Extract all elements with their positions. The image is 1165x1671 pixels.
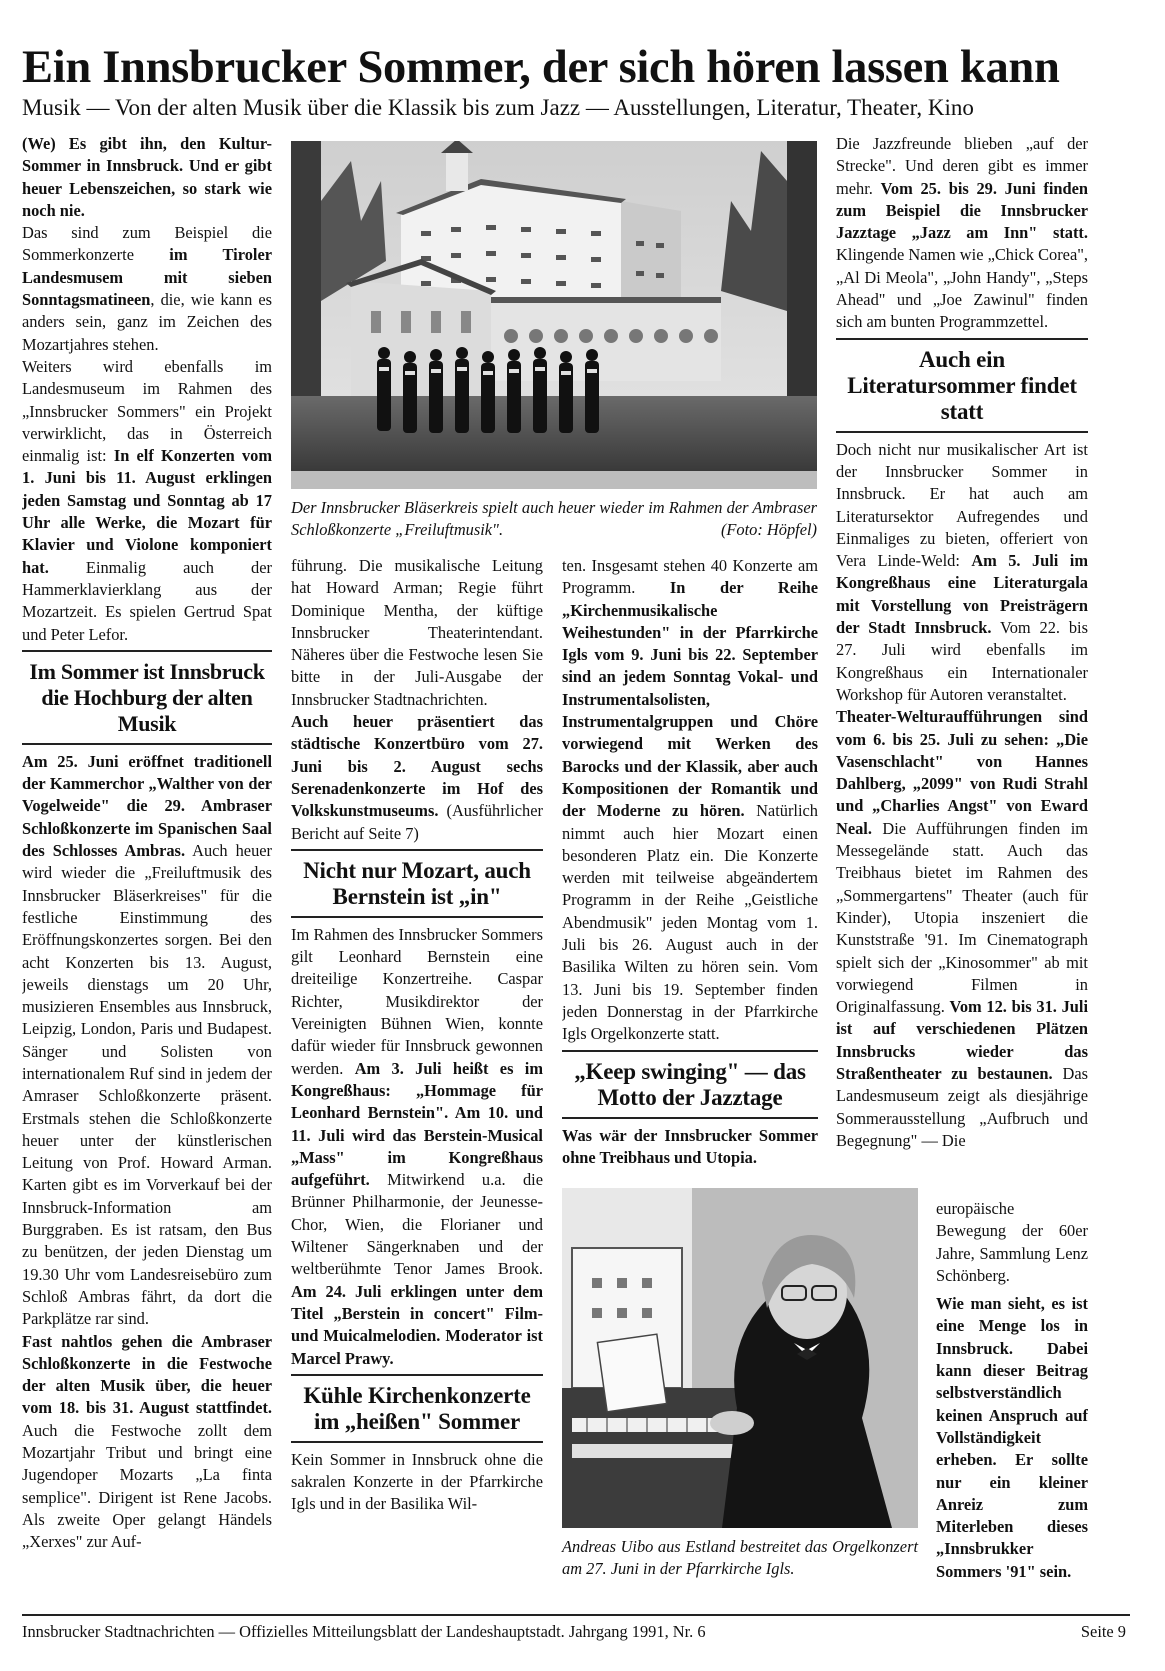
page-footer — [22, 1614, 1130, 1642]
organist-illustration — [562, 1188, 918, 1528]
castle-illustration — [291, 141, 817, 489]
column-4-continued — [936, 1198, 1088, 1598]
photo-credit: (Foto: Höpfel) — [720, 520, 817, 539]
paragraph: europäische Bewegung der 60er Jahre, Sammlung Lenz Schönberg. — [936, 1199, 1088, 1285]
intro-text: (We) Es gibt ihn, den Kultur-Sommer in Innsbruck. Und er gibt heuer Lebenszeichen, so stark wie noch nie. — [22, 134, 272, 220]
paragraph: Am 25. Juni eröffnet traditionell der Kammerchor „Walther von der Vogelweide" die 29. Ambraser Schloßkonzerte im Spanischen Saal des Schlosses Ambras. Auch heuer wird wieder die „Freiluftmusik des Innsbrucker Bläserkreises" für die festliche Einstimmung des Eröffnungskonzertes sorgen. Bei den acht Konzerten bis 13. August, jeweils dienstags um 20 Uhr, musizieren Ensembles aus Innsbruck, Leipzig, London, Paris und Budapest. Sänger und Solisten von internationalem Ruf sind in jedem der Amraser Schloßkonzerte präsent. Erstmals stehen die Schloßkonzerte heuer unter der künstlerischen Leitung von Prof. Howard Arman. Karten gibt es im Vorverkauf bei der Innsbruck-Information am Burggraben. Es ist ratsam, den Bus zu benützen, der jeden Dienstag um 19.30 Uhr vom Landesreisebüro zum Schloß Ambras fährt, da dort die Parkplätze rar sind. — [22, 751, 272, 1329]
photo-organist — [562, 1188, 918, 1528]
section-heading-bernstein: Nicht nur Mozart, auch Bernstein ist „in" — [291, 849, 543, 918]
page-number: Seite 9 — [1080, 1622, 1126, 1641]
column-4 — [836, 133, 1088, 1193]
headline: Ein Innsbrucker Sommer, der sich hören lassen kann — [22, 42, 1060, 93]
paragraph: Die Jazzfreunde blieben „auf der Strecke". Und deren gibt es immer mehr. Vom 25. bis 29. Juni finden zum Beispiel die Innsbrucker Jazztage „Jazz am Inn" statt. Klingende Namen wie „Chick Corea", „Al Di Meola", „John Handy", „Steps Ahead" und „Joe Zawinul" finden sich am bunten Programmzettel. — [836, 134, 1088, 332]
paragraph: Im Rahmen des Innsbrucker Sommers gilt Leonhard Bernstein eine dreiteilige Konzertreihe. Caspar Richter, Musikdirektor der Vereinigten Bühnen Wien, konnte dafür wieder für Innsbruck gewonnen werden. Am 3. Juli heißt es im Kongreßhaus: „Hommage für Leonhard Bernstein". Am 10. und 11. Juli wird das Berstein-Musical „Mass" im Kongreßhaus aufgeführt. Mitwirkend u.a. die Brünner Philharmonie, der Jeunesse-Chor, Wien, die Florianer und Wiltener Sängerknaben und der weltberühmte Tenor James Brook. Am 24. Juli erklingen unter dem Titel „Berstein in concert" Film- und Muicalmelodien. Moderator ist Marcel Prawy. — [291, 924, 543, 1368]
photo-2-caption: Andreas Uibo aus Estland bestreitet das Orgelkonzert am 27. Juni in der Pfarrkirche Igls. — [562, 1537, 918, 1578]
paragraph: Theater-Welturaufführungen sind vom 6. bis 25. Juli zu sehen: „Die Vasenschlacht" von Hannes Dahlberg, „2099" von Rudi Strahl und „Charlies Angst" von Eward Neal. Die Aufführungen finden im Messegelände statt. Auch das Treibhaus bietet im Rahmen des „Sommergartens" Theater (auch für Kinder), Utopia inszeniert die Kunststraße '91. Im Cinematograph spielt sich der „Kinosommer" ab mit vorwiegend Filmen in Originalfassung. Vom 12. bis 31. Juli ist auf verschiedenen Plätzen Innsbrucks wieder das Straßentheater zu bestaunen. Das Landesmuseum zeigt als diesjährige Sommerausstellung „Aufbruch und Begegnung" — Die — [836, 707, 1088, 1150]
section-heading-kirchenkonzerte: Kühle Kirchenkonzerte im „heißen" Sommer — [291, 1374, 543, 1443]
paragraph: ten. Insgesamt stehen 40 Konzerte am Programm. In der Reihe „Kirchenmusikalische Weihestunden" in der Pfarrkirche Igls vom 9. Juni bis 22. September sind an jedem Sonntag Vokal- und Instrumentalsolisten, Instrumentalgruppen und Chöre vorwiegend mit Werken des Barocks und der Klassik, aber auch Kompositionen der Romantik und der Moderne zu hören. Natürlich nimmt auch hier Mozart einen besonderen Platz ein. Die Konzerte werden mit teilweise abgeändertem Programm in der Reihe „Geistliche Abendmusik" jeden Montag vom 1. Juli bis 26. August auch in der Basilika Wilten zu hören sein. Vom 13. Juni bis 19. September finden jeden Donnerstag in der Pfarrkirche Igls Orgelkonzerte statt. — [562, 556, 818, 1044]
paragraph: Weiters wird ebenfalls im Landesmuseum im Rahmen des „Innsbrucker Sommers" ein Projekt verwirklicht, das in Österreich einmalig ist: In elf Konzerten vom 1. Juni bis 11. August erklingen jeden Samstag und Sonntag ab 17 Uhr alle Werke, die Mozart für Klavier und Violone komponiert hat. Einmalig auch der Hammerklavierklang aus der Mozartzeit. Es spielen Gertrud Spat und Peter Lefor. — [22, 356, 272, 644]
paragraph: Wie man sieht, es ist eine Menge los in Innsbruck. Dabei kann dieser Beitrag selbstverständlich keinen Anspruch auf Vollständigkeit erheben. Er sollte nur ein kleiner Anreiz zum Miterleben dieses „Innsbrukker Sommers '91" sein. — [936, 1294, 1088, 1581]
footer-text: Innsbrucker Stadtnachrichten — Offizielles Mitteilungsblatt der Landeshauptstadt. Jahrgang 1991, Nr. 6 — [22, 1622, 706, 1641]
section-heading-jazztage: „Keep swinging" — das Motto der Jazztage — [562, 1050, 818, 1119]
paragraph: Kein Sommer in Innsbruck ohne die sakralen Konzerte in der Pfarrkirche Igls und in der Basilika Wil- — [291, 1449, 543, 1514]
paragraph: führung. Die musikalische Leitung hat Howard Arman; Regie führt Dominique Mentha, der küftige Innsbrucker Theaterintendant. Näheres über die Festwoche lesen Sie bitte in der Juli-Ausgabe der Innsbrucker Stadtnachrichten. — [291, 556, 543, 709]
column-1 — [22, 133, 272, 1593]
section-heading-alte-musik: Im Sommer ist Innsbruck die Hochburg der alten Musik — [22, 650, 272, 745]
paragraph: Fast nahtlos gehen die Ambraser Schloßkonzerte in die Festwoche der alten Musik über, die heuer vom 18. bis 31. August stattfindet. Auch die Festwoche zollt dem Mozartjahr Tribut und bringt eine Jugendoper Mozarts „La finta semplice". Dirigent ist Rene Jacobs. Als zweite Oper gelangt Händels „Xerxes" zur Auf- — [22, 1331, 272, 1552]
paragraph: Auch heuer präsentiert das städtische Konzertbüro vom 27. Juni bis 2. August sechs Serenadenkonzerte im Hof des Volkskunstmuseums. (Ausführlicher Bericht auf Seite 7) — [291, 712, 543, 843]
photo-ambras-castle — [291, 141, 817, 489]
paragraph: Doch nicht nur musikalischer Art ist der Innsbrucker Sommer in Innsbruck. Er hat auch am Literatursektor Aufregendes und Einmaliges zu bieten, offeriert von Vera Linde-Weld: Am 5. Juli im Kongreßhaus eine Literaturgala mit Vorstellung von Preisträgern der Stadt Innsbruck. Vom 22. bis 27. Juli wird ebenfalls im Kongreßhaus ein Internationaler Workshop für Autoren veranstaltet. — [836, 439, 1088, 704]
column-3 — [562, 555, 818, 1195]
subheadline: Musik — Von der alten Musik über die Klassik bis zum Jazz — Ausstellungen, Literatur, Theater, Kino — [22, 95, 974, 120]
paragraph: Was wär der Innsbrucker Sommer ohne Treibhaus und Utopia. — [562, 1125, 818, 1167]
section-heading-literatursommer: Auch ein Literatursommer findet statt — [836, 338, 1088, 433]
paragraph: Das sind zum Beispiel die Sommerkonzerte im Tiroler Landesmusem mit sieben Sonntagsmatineen, die, wie kann es anders sein, ganz im Zeichen des Mozartjahres stehen. — [22, 223, 272, 354]
photo-1-caption: Der Innsbrucker Bläserkreis spielt auch heuer wieder im Rahmen der Ambraser Schloßkonzerte „Freiluftmusik". (Foto: Höpfel) — [291, 498, 817, 539]
column-2 — [291, 555, 543, 1595]
